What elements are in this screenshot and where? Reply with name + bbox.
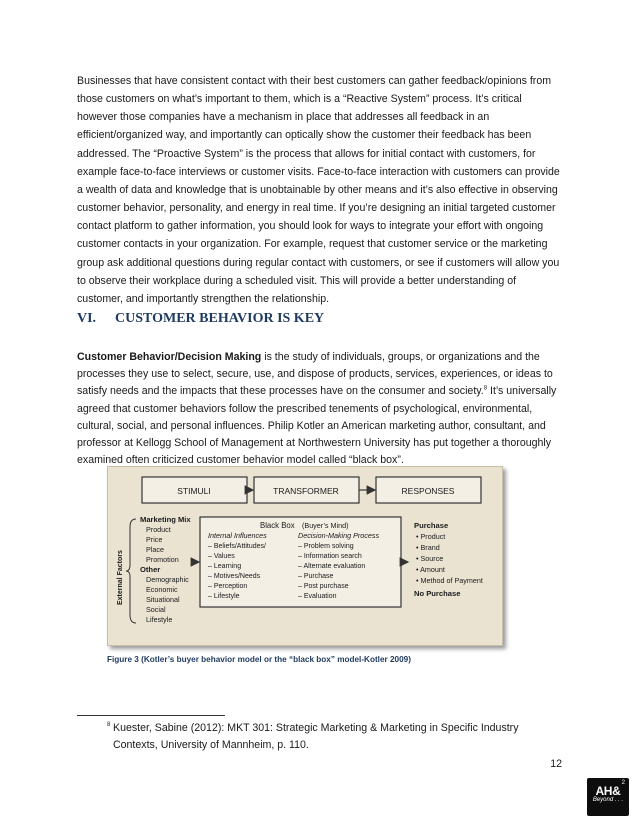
internal-item: – Perception [208,583,248,590]
internal-influences-title: Internal Influences [208,531,267,540]
marketing-item: Place [146,545,164,554]
other-item: Economic [146,585,178,594]
figure-caption: Figure 3 (Kotler’s buyer behavior model or the “black box” model-Kotler 2009) [107,655,411,664]
internal-item: – Lifestyle [208,593,240,600]
black-box-note: (Buyer’s Mind) [302,521,349,530]
internal-item: – Learning [208,563,242,570]
marketing-item: Promotion [146,555,179,564]
purchase-item: • Product [416,532,446,541]
behavior-text-1: is the study of individuals, groups, or organizations and the processes they use to select, secure, use, and dispose of products, services, experiences, or ideas to satisfy needs and the impacts that these processes have on the consumer and society. [77,351,553,398]
behavior-term: Customer Behavior/Decision Making [77,351,262,363]
external-factors-label: External Factors [117,550,124,605]
decision-item: – Purchase [298,573,334,580]
purchase-item: • Source [416,554,444,563]
purchase-item: • Method of Payment [416,576,483,585]
logo-sub: Beyond . . . [592,797,624,803]
transformer-label: TRANSFORMER [273,486,339,496]
section-title: CUSTOMER BEHAVIOR IS KEY [115,311,325,326]
external-brace [126,519,136,623]
footnote [107,720,533,754]
purchase-title: Purchase [414,521,449,530]
black-box-diagram [108,467,502,645]
behavior-paragraph [77,349,563,469]
decision-item: – Information search [298,553,362,560]
black-box-figure [107,466,503,646]
no-purchase-label: No Purchase [414,589,461,598]
footnote-number: 8 [107,722,111,728]
decision-item: – Problem solving [298,543,354,550]
responses-label: RESPONSES [401,486,455,496]
purchase-item: • Brand [416,543,440,552]
decision-process-title: Decision-Making Process [298,531,380,540]
decision-item: – Post purchase [298,583,349,590]
section-number: VI. [77,311,97,326]
decision-item: – Evaluation [298,593,337,600]
footnote-ref[interactable]: 8 [483,385,488,392]
ah-beyond-logo [587,778,629,816]
page-number: 12 [550,758,562,770]
intro-paragraph: Businesses that have consistent contact with their best customers can gather feedback/opinions from those customers on what’s important to them, which is a “Reactive System” process. It’s critical however those companies have a mechanism in place that addresses all feedback in an efficient/organized way, and importantly can optically show the customer their feedback has been addressed. The “Proactive System” is the process that allows for initial contact with customers, for example face-to-face interviews or customer visits. Face-to-face interaction with customers can provide a wealth of data and knowledge that is unobtainable by other means and it’s also effective in observing customer behavior, personality, and energy in real time. If you’re designing an initial targeted customer contact platform to gather information, you should look for ways to integrate your effort with ongoing customer contacts in your organization. For example, request that customer service or the marketing group ask additional questions during regular contact with customers, or see if customers will allow you to observe their workplace during a scheduled visit. This will provide a better understanding of customer, and importantly strengthen the relationship. [77,75,560,305]
marketing-mix-title: Marketing Mix [140,515,191,524]
marketing-item: Price [146,535,163,544]
other-item: Lifestyle [146,615,173,624]
logo-mark: 2 [621,780,625,786]
behavior-text-2: It’s universally agreed that customer behaviors follow the prescribed tenements of psychological, environmental, cultural, social, and personal influences. Philip Kotler an American marketing author, consultant, and professor at Kellogg School of Management at Northwestern University has put together a thoroughly examined often criticized customer behavior model called “black box”. [77,385,557,467]
stimuli-label: STIMULI [177,486,211,496]
footnote-text: Kuester, Sabine (2012): MKT 301: Strategic Marketing & Marketing in Specific Industry Contexts, University of Mannheim, p. 110. [113,722,519,751]
purchase-item: • Amount [416,565,445,574]
black-box-title: Black Box [260,521,295,530]
section-heading [77,311,324,327]
other-item: Social [146,605,166,614]
decision-item: – Alternate evaluation [298,563,366,570]
logo-main: AH& [595,784,621,798]
internal-item: – Values [208,553,235,560]
other-item: Situational [146,595,180,604]
other-title: Other [140,565,161,574]
other-item: Demographic [146,575,189,584]
footnote-divider [77,715,225,716]
internal-item: – Motives/Needs [208,573,261,580]
internal-item: – Beliefs/Attitudes/ [208,543,266,550]
marketing-item: Product [146,525,171,534]
